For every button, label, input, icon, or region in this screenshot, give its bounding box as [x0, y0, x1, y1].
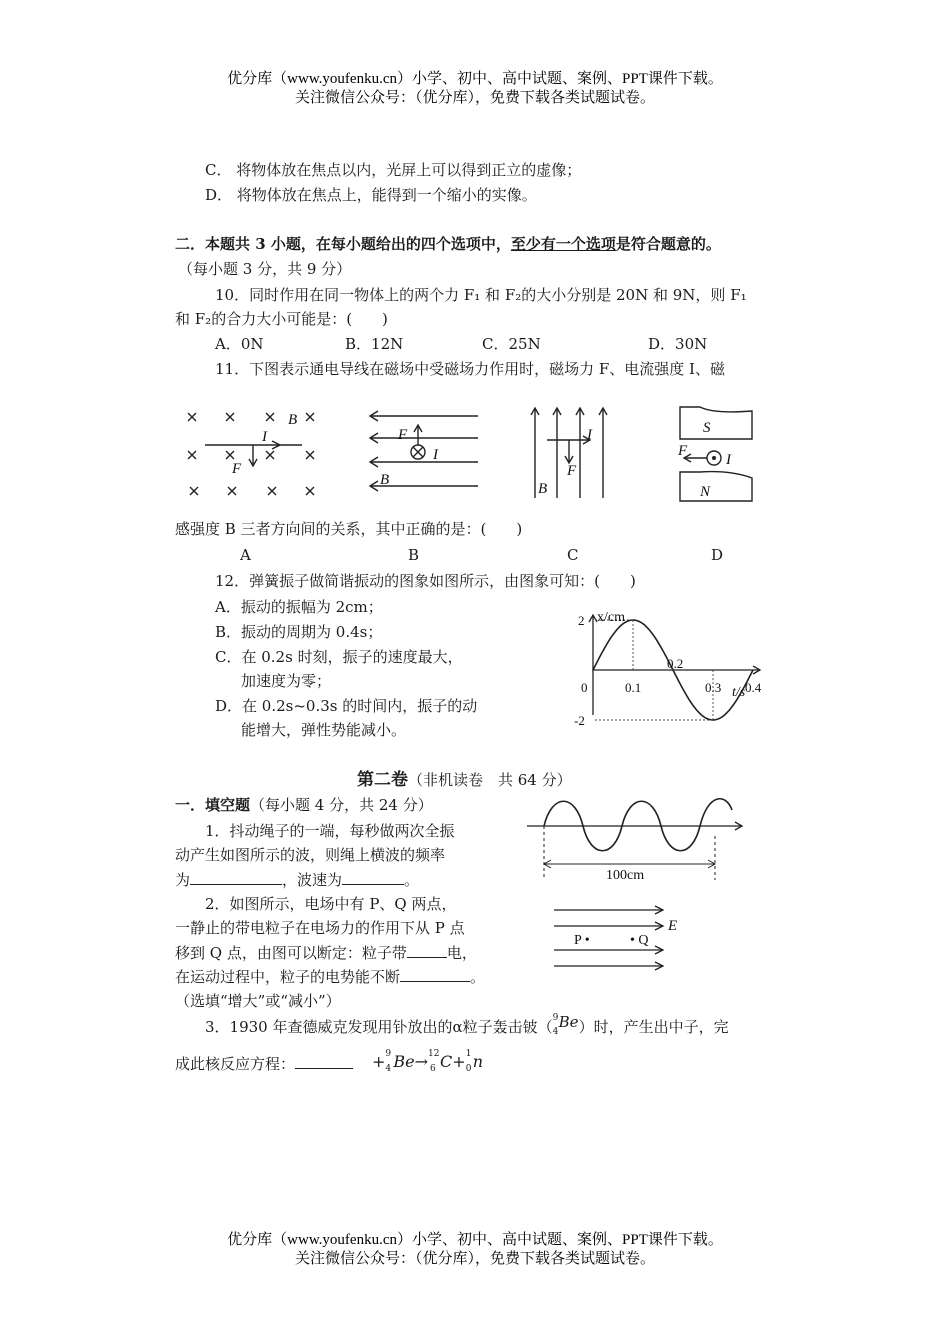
q12-option-c2: 加速度为零；: [241, 672, 332, 690]
q10-option-d: D．30N: [648, 335, 708, 353]
q12-option-b: B．振动的周期为 0.4s；: [215, 623, 383, 641]
q10-line1: 10．同时作用在同一物体上的两个力 F₁ 和 F₂的大小分别是 20N 和 9N，则 F₁: [215, 286, 747, 304]
q10-option-b: B．12N: [345, 335, 404, 353]
q11-line1: 11．下图表示通电导线在磁场中受磁场力作用时，磁场力 F、电流强度 I、磁: [215, 360, 725, 378]
q10-option-c: C．25N: [482, 335, 541, 353]
q9-option-c: C． 将物体放在焦点以内，光屏上可以得到正立的虚像；: [205, 161, 582, 179]
fill-q2-line4: 在运动过程中，粒子的电势能不断 。: [175, 968, 486, 986]
q11d-i-label: I: [726, 452, 731, 468]
q11-figure-d: [670, 402, 770, 507]
q11d-f-label: F: [678, 443, 688, 459]
x-axis-label: t/s: [732, 685, 746, 700]
fill-heading: 一．填空题（每小题 4 分，共 24 分）: [175, 796, 433, 814]
footer-line-2: 关注微信公众号：（优分库），免费下载各类试题试卷。: [294, 1251, 655, 1267]
x-tick-label: 0.3: [705, 680, 722, 695]
part2-heading: 第二卷（非机读卷 共 64 分）: [357, 770, 572, 790]
fill-q1-line1: 1．抖动绳子的一端，每秒做两次全振: [205, 822, 455, 840]
q11d-n-label: N: [700, 484, 711, 500]
q12-option-d1: D．在 0.2s~0.3s 的时间内，振子的动: [215, 697, 478, 715]
section2-note: （每小题 3 分，共 9 分）: [178, 260, 352, 278]
q11-figure-c: [525, 402, 615, 502]
q11-label-c: C: [567, 546, 579, 564]
q11b-i-label: I: [433, 447, 438, 463]
q11d-s-label: S: [703, 420, 711, 436]
fill-q2-line3: 移到 Q 点，由图可以断定：粒子带 电，: [175, 944, 477, 962]
y-tick-label: -2: [574, 713, 585, 728]
q12-stem: 12．弹簧振子做简谐振动的图象如图所示，由图象可知：( ): [215, 572, 636, 590]
data-point: [592, 669, 594, 671]
nuclear-equation: + 9 4 Be→ 12 6 C+ 1 0 n: [372, 1049, 484, 1074]
q11b-b-label: B: [380, 472, 390, 488]
q12-option-c1: C．在 0.2s 时刻，振子的速度最大，: [215, 648, 463, 666]
be-nuclide-inline: 9 4 Be: [552, 1013, 579, 1037]
fill-q2-line1: 2．如图所示，电场中有 P、Q 两点，: [205, 895, 457, 913]
q12-option-d2: 能增大，弹性势能减小。: [241, 721, 407, 739]
q11b-f-label: F: [398, 427, 408, 443]
fill-q2-line2: 一静止的带电粒子在电场力的作用下从 P 点: [175, 919, 465, 937]
x-tick-label: 0.4: [745, 680, 762, 695]
q11-figure-a: [180, 405, 330, 500]
fill-q3-line2: 成此核反应方程：: [175, 1054, 353, 1074]
efield-figure: [552, 904, 692, 974]
footer-line-1: 优分库（www.youfenku.cn）小学、初中、高中试题、案例、PPT课件下载。: [227, 1232, 723, 1248]
fill-q1-line2: 动产生如图所示的波，则绳上横波的频率: [175, 846, 446, 864]
q9-option-d: D． 将物体放在焦点上，能得到一个缩小的实像。: [205, 186, 537, 204]
q11c-i-label: I: [587, 427, 592, 443]
q11-label-b: B: [408, 546, 420, 564]
x-tick-label: 0: [581, 680, 588, 695]
q11-line2: 感强度 B 三者方向间的关系，其中正确的是：( ): [175, 520, 523, 538]
q10-option-a: A．0N: [215, 335, 264, 353]
q10-line2: 和 F₂的合力大小可能是：( ): [175, 310, 388, 328]
section2-title: 二．本题共 3 小题，在每小题给出的四个选项中，至少有一个选项是符合题意的。: [175, 235, 721, 253]
data-point: [752, 669, 754, 671]
wave-figure: [522, 788, 747, 888]
y-tick-label: 2: [578, 613, 585, 628]
x-tick-label: 0.2: [667, 656, 684, 671]
q11c-f-label: F: [567, 463, 577, 479]
q11-figure-b: [360, 408, 490, 493]
header-line-2: 关注微信公众号：（优分库），免费下载各类试题试卷。: [294, 90, 655, 106]
q11-label-d: D: [711, 546, 724, 564]
q11a-f-label: F: [232, 461, 242, 477]
q11c-b-label: B: [538, 481, 548, 497]
fill-q1-line3: 为 ，波速为 。: [175, 871, 420, 889]
q11a-i-label: I: [262, 429, 267, 445]
efield-p-label: P •: [574, 933, 590, 948]
q12-option-a: A．振动的振幅为 2cm；: [215, 598, 383, 616]
y-axis-label: x/cm: [597, 610, 625, 625]
x-tick-label: 0.1: [625, 680, 642, 695]
shm-graph: [560, 605, 770, 728]
fill-q3-line1: 3．1930 年查德威克发现用钋放出的α粒子轰击铍（ 9 4 Be ）时，产生出中子，完: [205, 1013, 729, 1037]
fill-q2-line5: （选填“增大”或“减小”）: [175, 992, 341, 1010]
wave-length-label: 100cm: [606, 868, 645, 883]
header-line-1: 优分库（www.youfenku.cn）小学、初中、高中试题、案例、PPT课件下载。: [227, 71, 723, 87]
q11-label-a: A: [240, 546, 251, 564]
q11a-b-label: B: [288, 412, 298, 428]
efield-e-label: E: [668, 918, 678, 934]
efield-q-label: • Q: [630, 933, 649, 948]
